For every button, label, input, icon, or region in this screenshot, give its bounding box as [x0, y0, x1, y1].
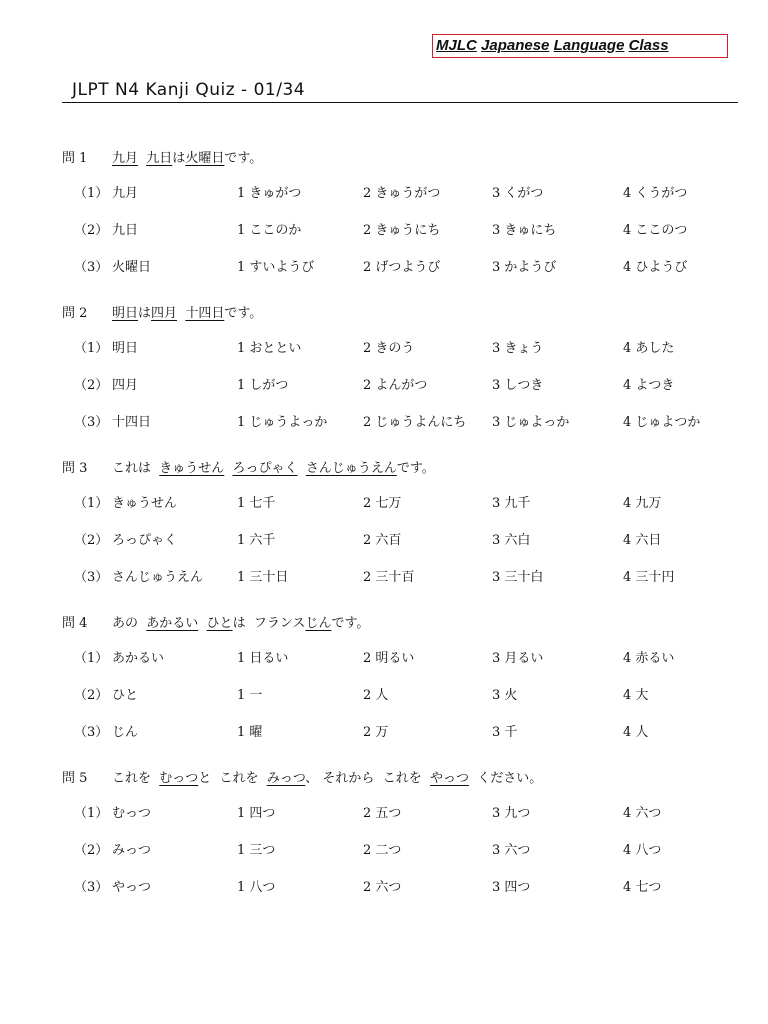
underlined-target-word: むっつ [159, 771, 199, 786]
answer-option-2[interactable]: 2 よんがつ [363, 378, 428, 393]
sentence-text: これは [112, 461, 160, 476]
answer-option-1[interactable]: 1 一 [237, 688, 263, 703]
sentence-text: は [172, 151, 186, 166]
answer-option-4[interactable]: 4 人 [623, 725, 649, 740]
answer-option-3[interactable]: 3 しつき [492, 378, 544, 393]
answer-row [0, 256, 768, 276]
question-number: 問 4 [62, 616, 88, 631]
underlined-target-word: やっつ [429, 771, 469, 786]
answer-option-1[interactable]: 1 曜 [237, 725, 263, 740]
answer-option-2[interactable]: 2 万 [363, 725, 389, 740]
sub-question-number: （2） [74, 843, 109, 858]
answer-option-3[interactable]: 3 九つ [492, 806, 531, 821]
answer-row [0, 411, 768, 431]
question-number: 問 3 [62, 461, 88, 476]
question-sentence [112, 767, 542, 786]
answer-option-3[interactable]: 3 六つ [492, 843, 531, 858]
answer-option-3[interactable]: 3 四つ [492, 880, 531, 895]
answer-option-1[interactable]: 1 すいようび [237, 260, 315, 275]
answer-row [0, 182, 768, 202]
sub-question-number: （3） [74, 570, 109, 585]
underlined-target-word: 十四日 [185, 306, 225, 321]
answer-option-3[interactable]: 3 火 [492, 688, 518, 703]
answer-option-2[interactable]: 2 六つ [363, 880, 402, 895]
header-word: Japanese [481, 37, 550, 54]
answer-option-2[interactable]: 2 きゅうにち [363, 223, 441, 238]
answer-option-2[interactable]: 2 五つ [363, 806, 402, 821]
target-word: きゅうせん [112, 496, 178, 511]
sentence-text [224, 461, 232, 476]
answer-option-1[interactable]: 1 三十日 [237, 570, 289, 585]
underlined-target-word: さんじゅうえん [305, 461, 397, 476]
question-sentence [112, 147, 262, 166]
sentence-text: です。 [224, 306, 263, 321]
sub-question-number: （1） [74, 186, 109, 201]
question-sentence [112, 302, 262, 321]
target-word: むっつ [112, 806, 152, 821]
answer-option-2[interactable]: 2 きのう [363, 341, 415, 356]
answer-option-4[interactable]: 4 ひようび [623, 260, 688, 275]
target-word: 九日 [112, 223, 139, 238]
sentence-text: は フランス [232, 616, 306, 631]
answer-option-4[interactable]: 4 九万 [623, 496, 662, 511]
answer-option-4[interactable]: 4 くうがつ [623, 186, 688, 201]
answer-option-4[interactable]: 4 よつき [623, 378, 675, 393]
answer-row [0, 684, 768, 704]
question-sentence [112, 457, 435, 476]
underlined-target-word: ひと [206, 616, 233, 631]
answer-option-2[interactable]: 2 きゅうがつ [363, 186, 441, 201]
sub-question-number: （2） [74, 533, 109, 548]
answer-option-3[interactable]: 3 きょう [492, 341, 544, 356]
header-word: MJLC [436, 37, 477, 54]
answer-option-4[interactable]: 4 じゅよつか [623, 415, 701, 430]
sentence-text: あの [112, 616, 147, 631]
answer-option-4[interactable]: 4 大 [623, 688, 649, 703]
answer-option-1[interactable]: 1 四つ [237, 806, 276, 821]
sentence-text [298, 461, 306, 476]
answer-option-4[interactable]: 4 六つ [623, 806, 662, 821]
sentence-text: は [138, 306, 152, 321]
target-word: やっつ [112, 880, 152, 895]
answer-row [0, 374, 768, 394]
underlined-target-word: 火曜日 [185, 151, 225, 166]
sub-question-number: （1） [74, 651, 109, 666]
answer-row [0, 529, 768, 549]
answer-option-3[interactable]: 3 三十白 [492, 570, 544, 585]
answer-option-3[interactable]: 3 じゅよっか [492, 415, 570, 430]
sub-question-number: （3） [74, 260, 109, 275]
answer-row [0, 647, 768, 667]
answer-option-4[interactable]: 4 八つ [623, 843, 662, 858]
answer-option-1[interactable]: 1 八つ [237, 880, 276, 895]
answer-option-1[interactable]: 1 六千 [237, 533, 276, 548]
answer-row [0, 492, 768, 512]
class-header-box [432, 34, 728, 58]
answer-option-2[interactable]: 2 三十百 [363, 570, 415, 585]
target-word: あかるい [112, 651, 165, 666]
sentence-text: 、 それから これを [305, 771, 430, 786]
sentence-text: と これを [198, 771, 267, 786]
underlined-target-word: 九日 [146, 151, 173, 166]
underlined-target-word: あかるい [146, 616, 199, 631]
answer-row [0, 839, 768, 859]
answer-option-3[interactable]: 3 くがつ [492, 186, 544, 201]
sub-question-number: （1） [74, 496, 109, 511]
question-block [0, 457, 768, 605]
answer-option-3[interactable]: 3 きゅにち [492, 223, 557, 238]
answer-option-2[interactable]: 2 げつようび [363, 260, 441, 275]
answer-option-4[interactable]: 4 赤るい [623, 651, 675, 666]
sentence-text: ください。 [468, 771, 543, 786]
question-number: 問 5 [62, 771, 88, 786]
answer-option-1[interactable]: 1 しがつ [237, 378, 289, 393]
question-sentence [112, 612, 369, 631]
answer-option-2[interactable]: 2 二つ [363, 843, 402, 858]
underlined-target-word: みっつ [266, 771, 306, 786]
target-word: じん [112, 725, 139, 740]
sub-question-number: （1） [74, 806, 109, 821]
answer-option-3[interactable]: 3 六白 [492, 533, 531, 548]
sub-question-number: （2） [74, 378, 109, 393]
answer-option-3[interactable]: 3 千 [492, 725, 518, 740]
question-block [0, 302, 768, 450]
answer-option-4[interactable]: 4 六日 [623, 533, 662, 548]
sub-question-number: （2） [74, 688, 109, 703]
underlined-target-word: 四月 [151, 306, 178, 321]
answer-option-1[interactable]: 1 日るい [237, 651, 289, 666]
title-divider [62, 102, 738, 103]
sub-question-number: （2） [74, 223, 109, 238]
header-word: Language [553, 37, 625, 54]
answer-option-2[interactable]: 2 明るい [363, 651, 415, 666]
target-word: ひと [112, 688, 139, 703]
answer-option-4[interactable]: 4 ここのつ [623, 223, 688, 238]
answer-option-2[interactable]: 2 じゅうよんにち [363, 415, 467, 430]
answer-row [0, 802, 768, 822]
target-word: ろっぴゃく [112, 533, 178, 548]
answer-option-1[interactable]: 1 じゅうよっか [237, 415, 328, 430]
answer-option-1[interactable]: 1 きゅがつ [237, 186, 302, 201]
sentence-text: です。 [224, 151, 263, 166]
question-number: 問 2 [62, 306, 88, 321]
underlined-target-word: じん [305, 616, 332, 631]
answer-option-2[interactable]: 2 六百 [363, 533, 402, 548]
underlined-target-word: 九月 [112, 151, 139, 166]
sub-question-number: （3） [74, 880, 109, 895]
answer-row [0, 566, 768, 586]
underlined-target-word: きゅうせん [159, 461, 225, 476]
answer-option-1[interactable]: 1 三つ [237, 843, 276, 858]
sub-question-number: （3） [74, 725, 109, 740]
answer-option-4[interactable]: 4 あした [623, 341, 675, 356]
answer-option-4[interactable]: 4 三十円 [623, 570, 675, 585]
question-block [0, 147, 768, 295]
answer-row [0, 219, 768, 239]
answer-option-3[interactable]: 3 九千 [492, 496, 531, 511]
answer-option-2[interactable]: 2 七万 [363, 496, 402, 511]
target-word: 火曜日 [112, 260, 152, 275]
question-number: 問 1 [62, 151, 88, 166]
target-word: 明日 [112, 341, 139, 356]
target-word: さんじゅうえん [112, 570, 204, 585]
page-title: JLPT N4 Kanji Quiz - 01/34 [72, 80, 306, 100]
sentence-text: です。 [331, 616, 370, 631]
sub-question-number: （1） [74, 341, 109, 356]
target-word: 十四日 [112, 415, 152, 430]
sentence-text: これを [112, 771, 160, 786]
answer-option-1[interactable]: 1 七千 [237, 496, 276, 511]
answer-option-2[interactable]: 2 人 [363, 688, 389, 703]
underlined-target-word: ろっぴゃく [232, 461, 298, 476]
answer-option-1[interactable]: 1 おととい [237, 341, 302, 356]
underlined-target-word: 明日 [112, 306, 139, 321]
target-word: 九月 [112, 186, 139, 201]
answer-row [0, 721, 768, 741]
answer-option-3[interactable]: 3 月るい [492, 651, 544, 666]
target-word: みっつ [112, 843, 152, 858]
sentence-text: です。 [396, 461, 435, 476]
answer-option-3[interactable]: 3 かようび [492, 260, 557, 275]
header-word: Class [628, 37, 669, 54]
sentence-text [198, 616, 206, 631]
question-block [0, 612, 768, 760]
answer-option-4[interactable]: 4 七つ [623, 880, 662, 895]
answer-row [0, 876, 768, 896]
sub-question-number: （3） [74, 415, 109, 430]
answer-option-1[interactable]: 1 ここのか [237, 223, 302, 238]
question-block [0, 767, 768, 915]
answer-row [0, 337, 768, 357]
target-word: 四月 [112, 378, 139, 393]
